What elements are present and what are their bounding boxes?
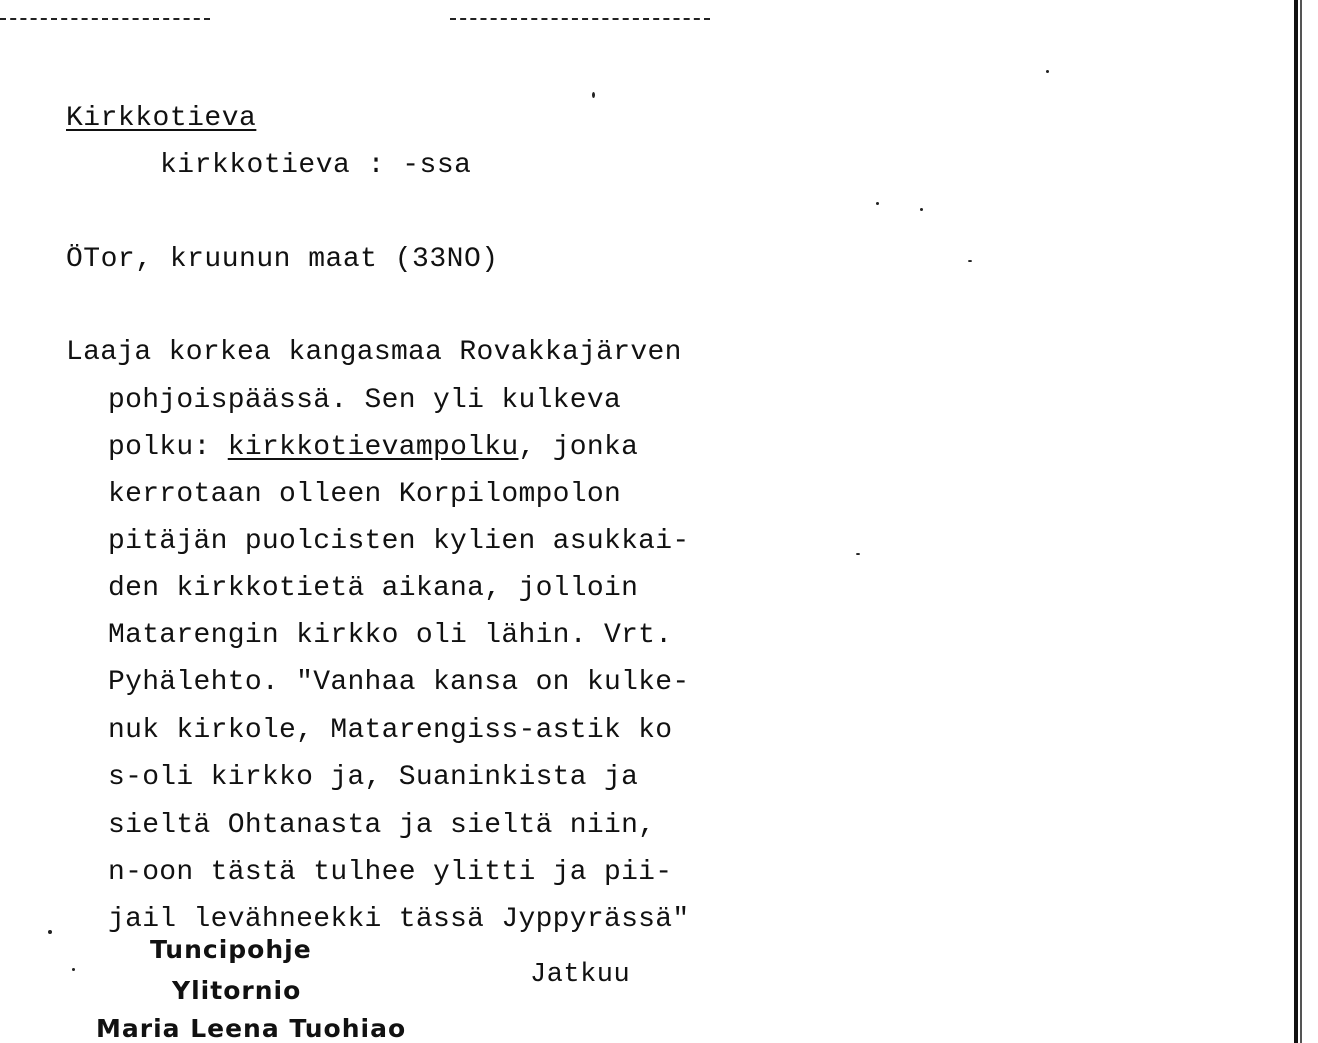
speck (48, 930, 52, 934)
stamp-informant: Maria Leena Tuohiao (96, 1014, 407, 1043)
speck (1046, 70, 1049, 73)
body-line-prefix: polku: (108, 432, 228, 463)
body-line: Pyhälehto. "Vanhaa kansa on kulke- (108, 667, 690, 698)
speck (592, 92, 595, 98)
continued-label: Jatkuu (530, 960, 631, 990)
speck (968, 260, 972, 262)
speck (920, 208, 923, 211)
speck (856, 553, 860, 555)
top-dashed-rule (450, 18, 710, 20)
body-line (108, 433, 638, 463)
body-line: Laaja korkea kangasmaa Rovakkajärven (66, 337, 682, 368)
speck (876, 202, 879, 205)
body-line: s-oli kirkko ja, Suaninkista ja (108, 762, 639, 793)
body-line: Matarengin kirkko oli lähin. Vrt. (108, 620, 673, 651)
body-line: jail levähneekki tässä Jyppyrässä" (108, 904, 690, 935)
body-line: pohjoispäässä. Sen yli kulkeva (108, 385, 622, 416)
speck (72, 968, 75, 971)
body-line: kerrotaan olleen Korpilompolon (108, 479, 622, 510)
right-card-edge (1300, 0, 1302, 1043)
path-name: kirkkotievampolku (227, 432, 519, 463)
top-dashed-rule (0, 18, 210, 20)
body-line: pitäjän puolcisten kylien asukkai- (108, 526, 690, 557)
body-line-suffix: , jonka (518, 432, 639, 463)
inflection-line: kirkkotieva : -ssa (160, 150, 472, 181)
body-line: n-oon tästä tulhee ylitti ja pii- (108, 857, 673, 888)
stamp-parish: Ylitornio (172, 976, 302, 1005)
body-line: nuk kirkole, Matarengiss-astik ko (108, 715, 673, 746)
right-card-edge (1294, 0, 1298, 1043)
body-line: den kirkkotietä aikana, jolloin (108, 573, 639, 604)
location-line: ÖTor, kruunun maat (33NO) (66, 244, 499, 275)
stamp-village: Tuncipohje (150, 935, 312, 964)
body-line: sieltä Ohtanasta ja sieltä niin, (108, 810, 656, 841)
entry-heading: Kirkkotieva (66, 103, 257, 134)
